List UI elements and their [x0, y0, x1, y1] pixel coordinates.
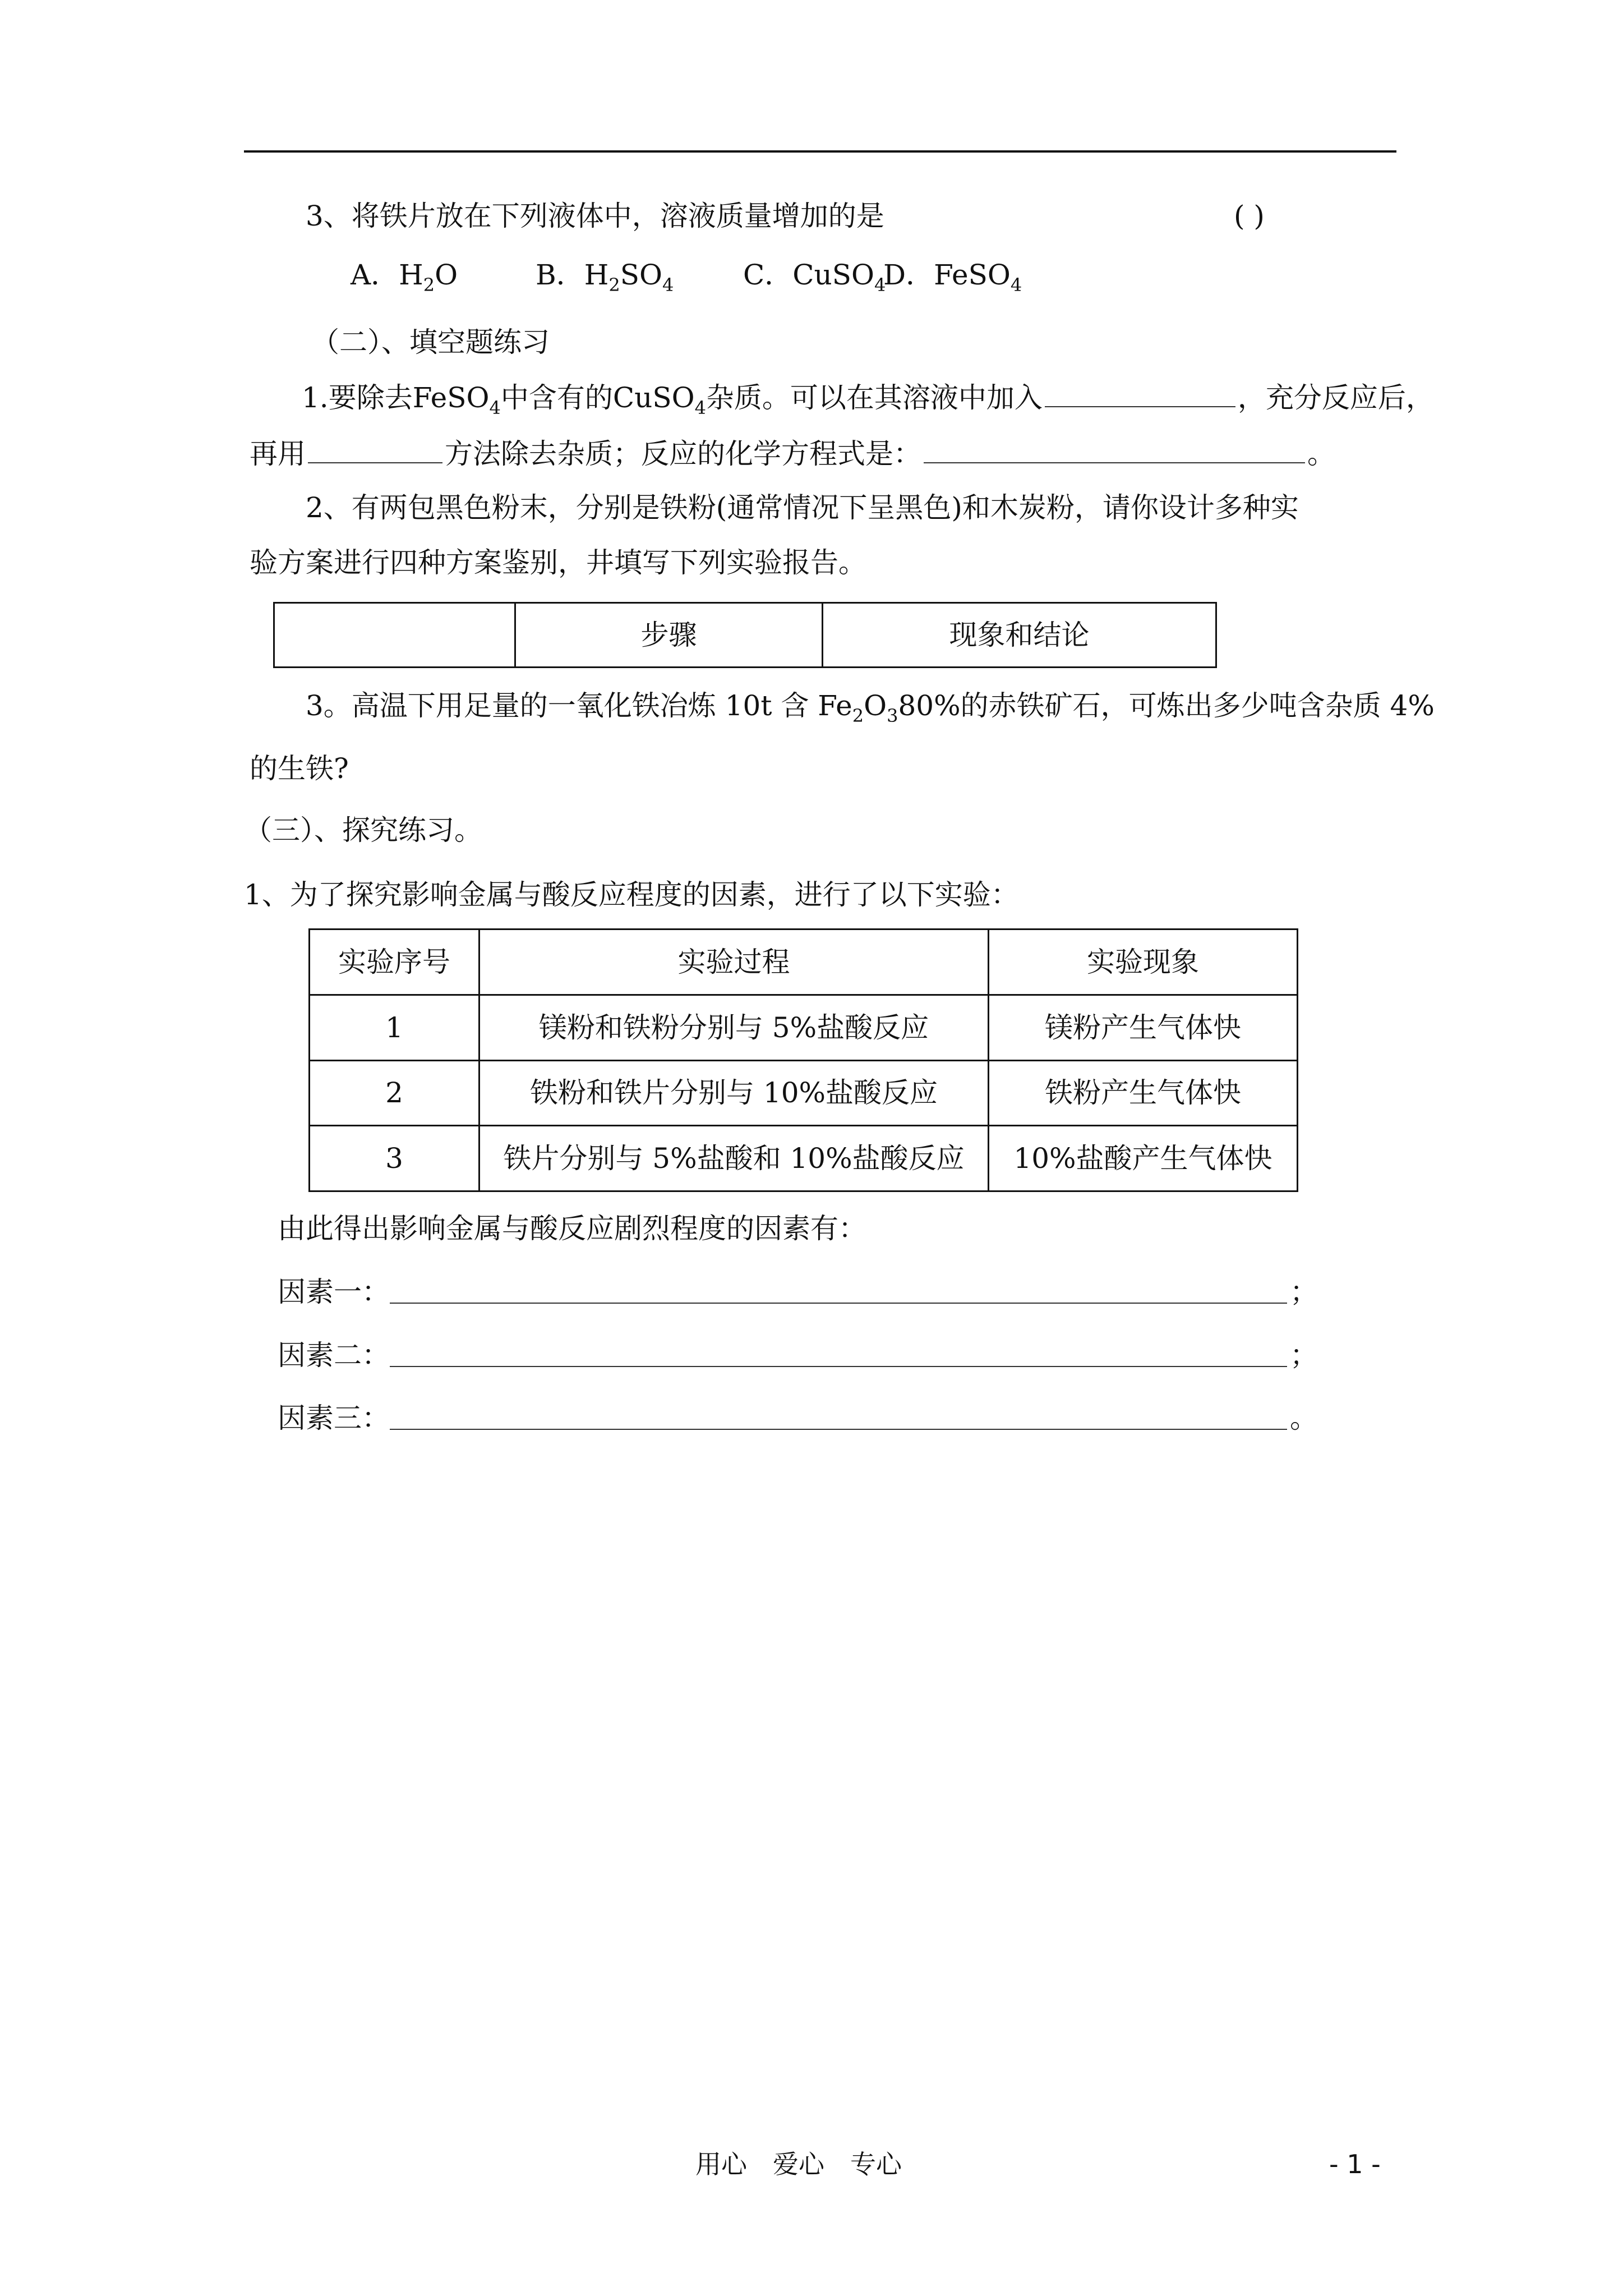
report-table: [273, 602, 1217, 668]
section-3-heading: （三）、探究练习。: [244, 814, 482, 846]
experiment-table: [308, 928, 1298, 1192]
calc-question-3-line2: 的生铁?: [250, 752, 349, 785]
calc-question-3-line1: 3。高温下用足量的一氧化铁冶炼 10t 含 $Fe_2O_380\%$的赤铁矿石，可炼出多少吨含杂质 4%: [306, 689, 1435, 726]
table-header-row: [310, 930, 1298, 995]
fill-question-1-line1: 1.要除去FeSO$_4$中含有的CuSO$_4$杂质。可以在其溶液中加入 ，充分反应后，: [302, 381, 1434, 418]
factor-2-label: 因素二：: [278, 1339, 390, 1372]
answer-blank-reagent[interactable]: [1045, 381, 1235, 407]
question-3-stem: 3、将铁片放在下列液体中，溶液质量增加的是: [306, 200, 884, 232]
factor-3-end: 。: [1290, 1402, 1318, 1434]
report-col-blank: [274, 603, 515, 668]
option-b: B．$H_2SO_4$: [536, 259, 674, 296]
cell-number: 1: [310, 995, 479, 1060]
cell-process: 铁粉和铁片分别与 10%盐酸反应: [479, 1060, 989, 1126]
report-col-results: 现象和结论: [823, 603, 1216, 668]
factor-3-answer-line[interactable]: [390, 1429, 1287, 1430]
footer-motto: 用心 爱心 专心: [695, 2149, 902, 2179]
fill-question-2-line2: 验方案进行四种方案鉴别，井填写下列实验报告。: [250, 546, 866, 579]
fill-question-1-line2: 再用 方法除去杂质；反应的化学方程式是： 。: [250, 438, 1335, 470]
inquiry-question-1-stem: 1、为了探究影响金属与酸反应程度的因素，进行了以下实验：: [244, 878, 1019, 911]
cell-observation: 10%盐酸产生气体快: [989, 1126, 1298, 1191]
header-number: 实验序号: [310, 930, 479, 995]
cell-number: 3: [310, 1126, 479, 1191]
conclusion-prompt: 由此得出影响金属与酸反应剧烈程度的因素有：: [278, 1212, 866, 1245]
cell-process: 镁粉和铁粉分别与 5%盐酸反应: [479, 995, 989, 1060]
option-d: D．FeSO$_4$: [883, 259, 1022, 296]
answer-blank-method[interactable]: [308, 438, 442, 463]
section-2-heading: （二）、填空题练习: [311, 326, 550, 358]
factor-3-label: 因素三：: [278, 1402, 390, 1434]
factor-1-answer-line[interactable]: [390, 1303, 1287, 1304]
answer-blank-equation[interactable]: [924, 438, 1305, 463]
cell-observation: 镁粉产生气体快: [989, 995, 1298, 1060]
report-table-row: [274, 603, 1216, 668]
cell-process: 铁片分别与 5%盐酸和 10%盐酸反应: [479, 1126, 989, 1191]
header-process: 实验过程: [479, 930, 989, 995]
header-observation: 实验现象: [989, 930, 1298, 995]
table-row: [310, 995, 1298, 1060]
factor-1-end: ；: [1290, 1276, 1318, 1308]
factor-1-label: 因素一：: [278, 1276, 390, 1308]
answer-bracket: ( ): [1234, 200, 1265, 232]
table-row: [310, 1126, 1298, 1191]
cell-number: 2: [310, 1060, 479, 1126]
factor-2-answer-line[interactable]: [390, 1366, 1287, 1367]
option-c: C．CuSO$_4$: [743, 259, 886, 296]
table-row: [310, 1060, 1298, 1126]
header-rule: [244, 150, 1396, 153]
report-col-steps: 步骤: [515, 603, 823, 668]
cell-observation: 铁粉产生气体快: [989, 1060, 1298, 1126]
fill-question-2-line1: 2、有两包黑色粉末，分别是铁粉(通常情况下呈黑色)和木炭粉，请你设计多种实: [306, 491, 1299, 524]
page-number: - 1 -: [1329, 2149, 1381, 2179]
factor-2-end: ；: [1290, 1339, 1318, 1372]
option-a: A．$H_2O$: [351, 259, 458, 296]
